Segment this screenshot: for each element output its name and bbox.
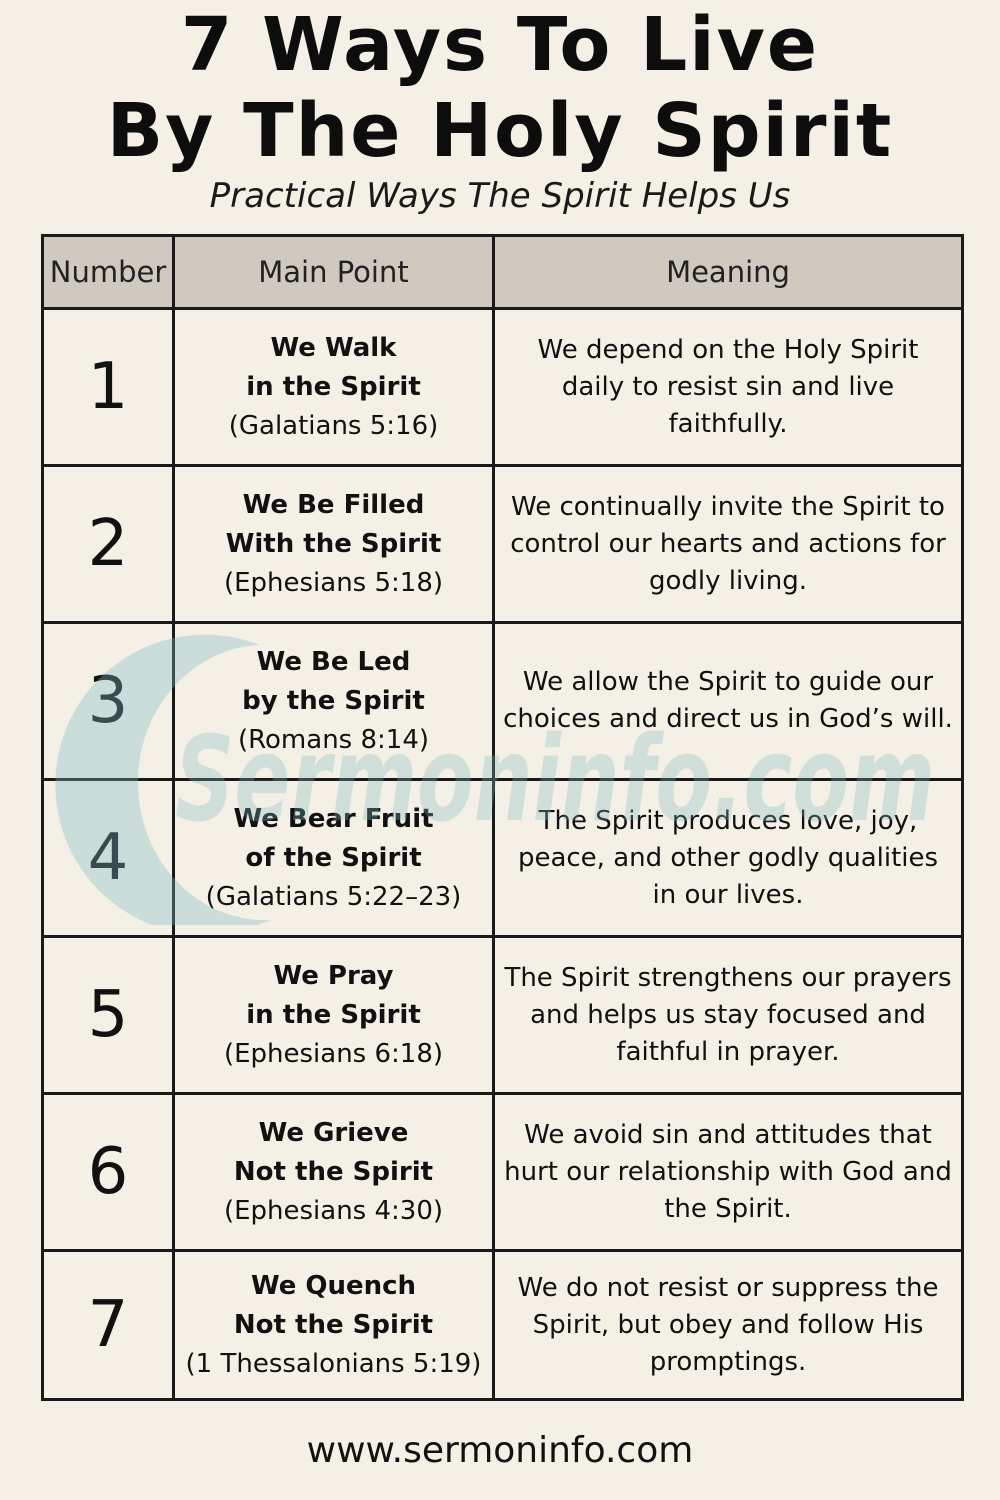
- meaning-cell: We depend on the Holy Spirit daily to resist sin and live faithfully.: [494, 309, 963, 466]
- main-point-line1: We Pray: [273, 960, 394, 991]
- watermark-text: Sermoninfo.com: [175, 710, 935, 848]
- row-number: 1: [43, 309, 174, 466]
- table-row: [43, 937, 963, 1094]
- main-point-line2: Not the Spirit: [233, 1156, 434, 1187]
- main-point-line1: We Quench: [250, 1270, 417, 1301]
- main-point-line2: of the Spirit: [245, 842, 422, 873]
- scripture-reference: (1 Thessalonians 5:19): [185, 1348, 482, 1379]
- main-point-line1: We Bear Fruit: [233, 803, 434, 834]
- ways-table: [41, 234, 964, 1401]
- row-number: 3: [43, 623, 174, 780]
- row-number: 6: [43, 1094, 174, 1251]
- scripture-reference: (Galatians 5:22–23): [205, 881, 462, 912]
- main-point-line2: by the Spirit: [242, 685, 425, 716]
- main-point-cell: [174, 937, 494, 1094]
- scripture-reference: (Romans 8:14): [237, 724, 430, 755]
- scripture-reference: (Ephesians 6:18): [223, 1038, 444, 1069]
- meaning-cell: The Spirit produces love, joy, peace, and other godly qualities in our lives.: [494, 780, 963, 937]
- meaning-cell: We continually invite the Spirit to control our hearts and actions for godly living.: [494, 466, 963, 623]
- table-row: [43, 309, 963, 466]
- row-number: 4: [43, 780, 174, 937]
- main-point-line1: We Walk: [270, 332, 397, 363]
- main-point-cell: [174, 309, 494, 466]
- meaning-cell: We allow the Spirit to guide our choices and direct us in God’s will.: [494, 623, 963, 780]
- main-point-line1: We Grieve: [258, 1117, 409, 1148]
- title-line-1: 7 Ways To Live: [180, 2, 820, 88]
- row-number: 7: [43, 1251, 174, 1400]
- main-point-cell: [174, 623, 494, 780]
- table-row: [43, 780, 963, 937]
- main-point-cell: [174, 780, 494, 937]
- title-line-2: By The Holy Spirit: [106, 88, 894, 174]
- scripture-reference: (Ephesians 5:18): [223, 567, 444, 598]
- main-point-cell: [174, 1251, 494, 1400]
- scripture-reference: (Ephesians 4:30): [223, 1195, 444, 1226]
- table-row: [43, 1251, 963, 1400]
- main-point-line2: in the Spirit: [246, 371, 421, 402]
- table-row: [43, 1094, 963, 1251]
- scripture-reference: (Galatians 5:16): [228, 410, 439, 441]
- footer-url: www.sermoninfo.com: [306, 1430, 694, 1471]
- main-point-line2: With the Spirit: [225, 528, 442, 559]
- main-point-line1: We Be Filled: [242, 489, 425, 520]
- column-header-number: Number: [43, 236, 174, 309]
- main-point-line2: Not the Spirit: [233, 1309, 434, 1340]
- row-number: 2: [43, 466, 174, 623]
- subtitle: Practical Ways The Spirit Helps Us: [209, 176, 791, 216]
- table-header-row: [43, 236, 963, 309]
- meaning-cell: The Spirit strengthens our prayers and helps us stay focused and faithful in prayer.: [494, 937, 963, 1094]
- column-header-main-point: Main Point: [174, 236, 494, 309]
- main-point-cell: [174, 466, 494, 623]
- row-number: 5: [43, 937, 174, 1094]
- main-point-cell: [174, 1094, 494, 1251]
- column-header-meaning: Meaning: [494, 236, 963, 309]
- main-point-line1: We Be Led: [256, 646, 411, 677]
- table-row: [43, 623, 963, 780]
- main-point-line2: in the Spirit: [246, 999, 421, 1030]
- table-row: [43, 466, 963, 623]
- meaning-cell: We avoid sin and attitudes that hurt our relationship with God and the Spirit.: [494, 1094, 963, 1251]
- meaning-cell: We do not resist or suppress the Spirit, but obey and follow His promptings.: [494, 1251, 963, 1400]
